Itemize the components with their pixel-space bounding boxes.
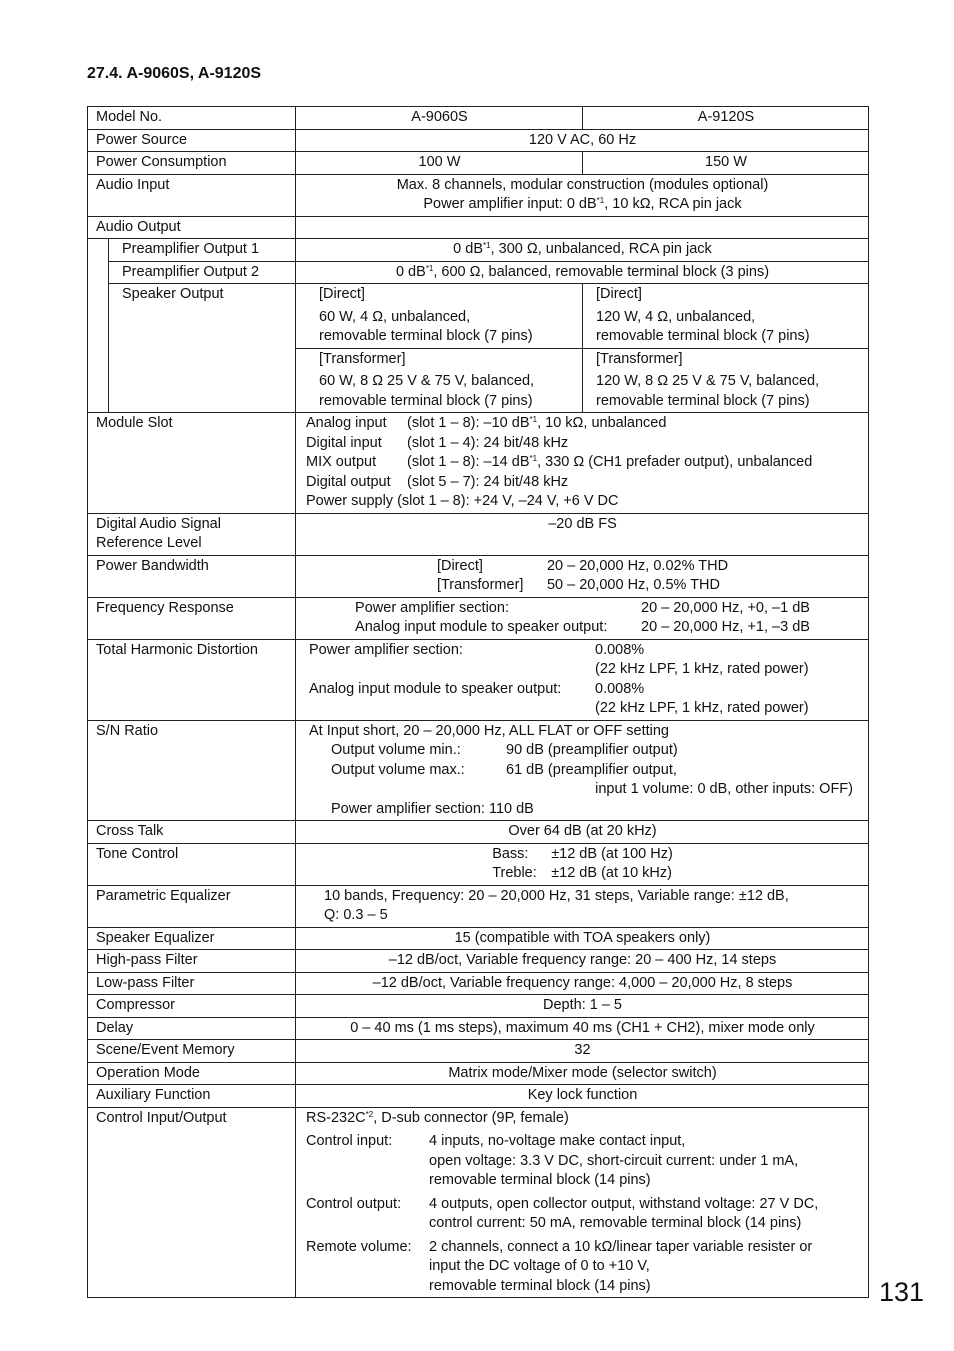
value-text: Power amplifier input: 0 dB (423, 196, 597, 212)
indent-cell (88, 261, 109, 284)
value-key: Control input: (306, 1133, 393, 1149)
indent-cell (88, 284, 109, 413)
value-line: Max. 8 channels, modular construction (modules optional) (396, 176, 769, 193)
row-value (296, 555, 869, 597)
row-label: Audio Input (88, 174, 296, 216)
value-line: removable terminal block (7 pins) (319, 328, 533, 344)
row-value: Depth: 1 – 5 (296, 995, 869, 1018)
value-text: (slot 5 – 7): 24 bit/48 kHz (407, 473, 569, 490)
value-text: , D-sub connector (9P, female) (373, 1109, 569, 1126)
value-line (306, 434, 861, 454)
table-row (88, 1085, 869, 1108)
footnote-marker: *1 (596, 196, 605, 205)
row-label: Module Slot (88, 413, 296, 514)
row-value: –12 dB/oct, Variable frequency range: 20 – 400 Hz, 14 steps (296, 950, 869, 973)
row-value (296, 239, 869, 262)
value-text: Digital output (306, 473, 391, 490)
table-row (88, 284, 869, 349)
speaker-transformer-a9060s (296, 348, 583, 413)
value-line: Power supply (slot 1 – 8): +24 V, –24 V, +6 V DC (306, 493, 619, 509)
row-label: Auxiliary Function (88, 1085, 296, 1108)
value-text: , 10 kΩ, unbalanced (537, 415, 667, 431)
footnote-marker: *2 (365, 1109, 374, 1119)
table-row (88, 555, 869, 597)
row-label: High-pass Filter (88, 950, 296, 973)
value-line: 120 W, 4 Ω, unbalanced, (596, 308, 756, 325)
row-value (296, 413, 869, 514)
value-line: 10 bands, Frequency: 20 – 20,000 Hz, 31 steps, Variable range: ±12 dB, (324, 887, 789, 904)
value-line: [Direct] (319, 286, 365, 302)
value-text: 20 – 20,000 Hz, 0.02% THD (546, 557, 729, 574)
value-line (306, 453, 861, 473)
label-line: Digital Audio Signal (96, 515, 221, 532)
table-row (88, 1107, 869, 1298)
value-text: 20 – 20,000 Hz, +1, –3 dB (641, 619, 810, 635)
value-key: [Transformer] (436, 577, 524, 593)
table-row (88, 152, 869, 175)
value-line: removable terminal block (7 pins) (596, 328, 810, 344)
value-line: 60 W, 4 Ω, unbalanced, (319, 308, 471, 325)
value-line: 4 inputs, no-voltage make contact input, (429, 1133, 686, 1149)
value-line (306, 473, 861, 493)
value-line (304, 195, 861, 215)
value-text: ±12 dB (at 100 Hz) (551, 845, 673, 862)
value-text: (slot 1 – 4): 24 bit/48 kHz (407, 434, 569, 451)
value-line (306, 1109, 861, 1129)
row-label: Model No. (88, 107, 296, 130)
row-label: Total Harmonic Distortion (88, 639, 296, 720)
table-row (88, 639, 869, 720)
row-value: 120 V AC, 60 Hz (296, 129, 869, 152)
table-row (88, 597, 869, 639)
value-line: 60 W, 8 Ω 25 V & 75 V, balanced, (319, 373, 535, 389)
value-text: , 600 Ω, balanced, removable terminal block (3 pins) (433, 263, 770, 280)
value-text: (22 kHz LPF, 1 kHz, rated power) (595, 661, 809, 677)
value-text: (22 kHz LPF, 1 kHz, rated power) (595, 700, 809, 716)
table-row (88, 885, 869, 927)
value-line: [Direct] (596, 286, 642, 302)
value-text: , 10 kΩ, RCA pin jack (604, 196, 742, 212)
value-line: removable terminal block (7 pins) (596, 392, 810, 409)
row-value: Key lock function (296, 1085, 869, 1108)
value-text: Digital input (306, 434, 382, 451)
row-label: Compressor (88, 995, 296, 1018)
value-key: Output volume min.: (331, 742, 461, 758)
table-row (88, 927, 869, 950)
value-text: (slot 1 – 8): –10 dB (407, 415, 530, 431)
value-text: 0.008% (595, 680, 645, 697)
value-key: Output volume max.: (331, 761, 465, 778)
value-key: Power amplifier section: (309, 641, 463, 658)
value-key: [Direct] (436, 557, 483, 574)
section-heading: 27.4. A-9060S, A-9120S (87, 65, 262, 82)
table-row (88, 843, 869, 885)
value-key: Remote volume: (306, 1238, 412, 1255)
table-row (88, 821, 869, 844)
row-value: 100 W (296, 152, 583, 175)
footnote-marker: *1 (529, 454, 538, 463)
row-value (296, 216, 869, 239)
row-value (296, 174, 869, 216)
row-label: Operation Mode (88, 1062, 296, 1085)
table-row (88, 995, 869, 1018)
table-row (88, 174, 869, 216)
value-key: Bass: (492, 845, 529, 862)
row-value (296, 639, 869, 720)
row-value: Matrix mode/Mixer mode (selector switch) (296, 1062, 869, 1085)
label-line: Reference Level (96, 535, 202, 551)
row-value: –20 dB FS (296, 513, 869, 555)
value-line: control current: 50 mA, removable terminal block (14 pins) (429, 1215, 802, 1231)
value-line: removable terminal block (7 pins) (319, 392, 533, 409)
value-line (306, 414, 861, 434)
value-text: 0 dB (395, 263, 426, 280)
row-label: Control Input/Output (88, 1107, 296, 1298)
row-value: 0 – 40 ms (1 ms steps), maximum 40 ms (CH1 + CH2), mixer mode only (296, 1017, 869, 1040)
row-label: Speaker Output (109, 284, 296, 413)
value-text: RS-232C (306, 1109, 366, 1126)
value-text: 0 dB (453, 241, 484, 257)
row-label (88, 513, 296, 555)
row-value (296, 261, 869, 284)
value-line: Power amplifier section: 110 dB (331, 800, 534, 817)
value-text: ±12 dB (at 10 kHz) (551, 865, 672, 881)
table-row (88, 950, 869, 973)
value-line: 120 W, 8 Ω 25 V & 75 V, balanced, (596, 373, 820, 389)
table-row (88, 413, 869, 514)
table-row (88, 261, 869, 284)
row-label: Preamplifier Output 1 (109, 239, 296, 262)
row-value (296, 1107, 869, 1298)
value-line: [Transformer] (596, 350, 683, 367)
table-row (88, 720, 869, 821)
row-value (296, 597, 869, 639)
row-label: Frequency Response (88, 597, 296, 639)
table-row (88, 239, 869, 262)
value-text: (slot 1 – 8): –14 dB (407, 454, 530, 470)
model-a9060s: A-9060S (296, 107, 583, 130)
row-label: Cross Talk (88, 821, 296, 844)
row-label: Scene/Event Memory (88, 1040, 296, 1063)
row-value (296, 885, 869, 927)
value-text: 50 – 20,000 Hz, 0.5% THD (546, 577, 720, 593)
value-key: Treble: (492, 865, 537, 881)
value-line: [Transformer] (319, 350, 406, 367)
row-label: Audio Output (88, 216, 296, 239)
spec-table (87, 106, 869, 1298)
row-value (296, 843, 869, 885)
row-label: Parametric Equalizer (88, 885, 296, 927)
value-text: 90 dB (preamplifier output) (506, 742, 678, 758)
page-number: 131 (879, 1277, 925, 1307)
value-line: removable terminal block (14 pins) (429, 1172, 651, 1188)
value-line: open voltage: 3.3 V DC, short-circuit current: under 1 mA, (429, 1152, 799, 1169)
row-label: S/N Ratio (88, 720, 296, 821)
table-row (88, 1017, 869, 1040)
table-row (88, 972, 869, 995)
footnote-marker: *1 (483, 241, 491, 250)
table-row (88, 129, 869, 152)
value-text: MIX output (306, 454, 377, 470)
table-row (88, 513, 869, 555)
row-value: 15 (compatible with TOA speakers only) (296, 927, 869, 950)
value-key: Analog input module to speaker output: (309, 680, 562, 697)
model-a9120s: A-9120S (583, 107, 869, 130)
row-label: Power Bandwidth (88, 555, 296, 597)
row-label: Low-pass Filter (88, 972, 296, 995)
value-line: 2 channels, connect a 10 kΩ/linear taper variable resister or (429, 1238, 813, 1255)
table-row (88, 216, 869, 239)
value-line: 4 outputs, open collector output, withstand voltage: 27 V DC, (429, 1195, 819, 1212)
speaker-transformer-a9120s (583, 348, 869, 413)
footnote-marker: *1 (425, 263, 434, 273)
row-value: Over 64 dB (at 20 kHz) (296, 821, 869, 844)
value-text: , 330 Ω (CH1 prefader output), unbalanced (537, 454, 813, 470)
speaker-direct-a9120s (583, 284, 869, 349)
value-text: , 300 Ω, unbalanced, RCA pin jack (490, 241, 712, 257)
footnote-marker: *1 (529, 415, 538, 424)
indent-cell (88, 239, 109, 262)
value-line: Q: 0.3 – 5 (324, 907, 388, 923)
row-label: Delay (88, 1017, 296, 1040)
row-value: 150 W (583, 152, 869, 175)
speaker-direct-a9060s (296, 284, 583, 349)
value-text: 61 dB (preamplifier output, (506, 761, 677, 778)
value-key: Control output: (306, 1195, 402, 1212)
value-text: 0.008% (595, 641, 645, 658)
table-row (88, 1062, 869, 1085)
value-line: input 1 volume: 0 dB, other inputs: OFF) (595, 781, 853, 797)
value-key: Analog input module to speaker output: (355, 619, 608, 635)
row-label: Speaker Equalizer (88, 927, 296, 950)
row-value: 32 (296, 1040, 869, 1063)
table-row (88, 107, 869, 130)
row-label: Power Source (88, 129, 296, 152)
row-label: Power Consumption (88, 152, 296, 175)
value-key: Power amplifier section: (355, 599, 509, 616)
row-label: Preamplifier Output 2 (109, 261, 296, 284)
row-value (296, 720, 869, 821)
value-line: input the DC voltage of 0 to +10 V, (429, 1258, 650, 1274)
table-row (88, 1040, 869, 1063)
row-value: –12 dB/oct, Variable frequency range: 4,000 – 20,000 Hz, 8 steps (296, 972, 869, 995)
value-text: 20 – 20,000 Hz, +0, –1 dB (641, 599, 810, 616)
value-line: At Input short, 20 – 20,000 Hz, ALL FLAT or OFF setting (309, 722, 670, 739)
value-line: removable terminal block (14 pins) (429, 1277, 651, 1294)
row-label: Tone Control (88, 843, 296, 885)
value-text: Analog input (306, 415, 387, 431)
